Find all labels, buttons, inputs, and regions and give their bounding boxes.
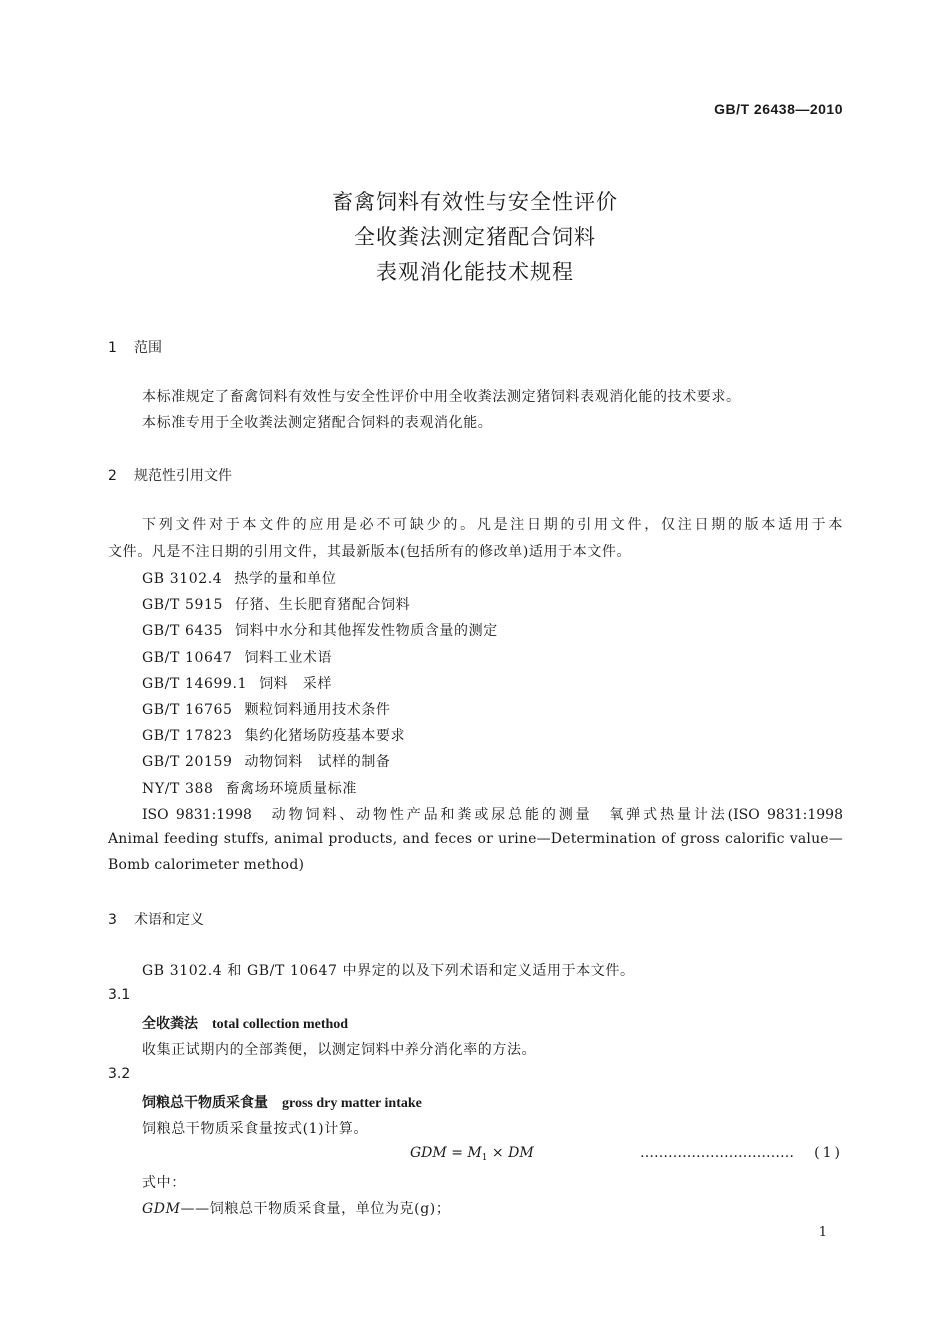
formula — [410, 1145, 534, 1163]
reference-code: GB 3102.4 — [142, 571, 223, 587]
variable-description: ——饲粮总干物质采食量，单位为克(g)； — [180, 1201, 451, 1217]
reference-code: GB/T 10647 — [142, 650, 233, 666]
page-number: 1 — [818, 1225, 827, 1240]
iso-reference-line: ISO 9831:1998 动物饲料、动物性产品和粪或尿总能的测量 氧弹式热量计法(ISO 9831:1998 — [142, 807, 843, 823]
document-title-line-2: 全收粪法测定猪配合饲料 — [354, 225, 596, 249]
reference-title: 热学的量和单位 — [234, 571, 337, 587]
reference-title: 动物饲料 试样的制备 — [244, 754, 391, 770]
document-title-line-3: 表观消化能技术规程 — [376, 260, 574, 284]
reference-item — [142, 594, 410, 614]
reference-code: GB/T 5915 — [142, 597, 224, 613]
paragraph: GB 3102.4 和 GB/T 10647 中界定的以及下列术语和定义适用于本文件。 — [142, 963, 635, 979]
reference-item — [142, 699, 391, 719]
formula-equals: = — [451, 1145, 463, 1161]
reference-title: 集约化猪场防疫基本要求 — [244, 728, 406, 744]
iso-reference-line: Animal feeding stuffs, animal products, and feces or urine—Determination of gross calorific value— — [108, 831, 843, 847]
section-number: 1 — [108, 340, 117, 356]
formula-mass: M — [467, 1145, 482, 1161]
variable-definition — [142, 1198, 450, 1218]
section-number: 2 — [108, 468, 117, 484]
section-1-heading — [108, 337, 162, 357]
term-definition: 饲粮总干物质采食量按式(1)计算。 — [142, 1121, 369, 1137]
iso-reference-line: Bomb calorimeter method) — [108, 857, 305, 873]
variable-symbol: GDM — [142, 1201, 181, 1217]
section-title: 术语和定义 — [134, 912, 204, 928]
reference-title: 饲料中水分和其他挥发性物质含量的测定 — [235, 623, 498, 639]
term-entry — [142, 1013, 348, 1033]
reference-item — [142, 620, 498, 640]
document-title-line-1: 畜禽饲料有效性与安全性评价 — [332, 190, 618, 214]
reference-title: 仔猪、生长肥育猪配合饲料 — [235, 597, 411, 613]
reference-item — [142, 568, 337, 588]
paragraph: 本标准规定了畜禽饲料有效性与安全性评价中用全收粪法测定猪饲料表观消化能的技术要求。 — [142, 389, 741, 405]
where-label: 式中： — [142, 1175, 186, 1191]
term-english: gross dry matter intake — [282, 1096, 422, 1111]
reference-item — [142, 647, 332, 667]
term-number: 3.2 — [108, 1066, 131, 1082]
reference-item — [142, 725, 405, 745]
term-chinese: 饲粮总干物质采食量 — [142, 1095, 268, 1111]
term-number: 3.1 — [108, 987, 131, 1003]
term-chinese: 全收粪法 — [142, 1016, 198, 1032]
reference-title: 饲料 采样 — [259, 676, 333, 692]
reference-code: GB/T 17823 — [142, 728, 233, 744]
standard-number: GB/T 26438—2010 — [714, 101, 843, 117]
reference-code: GB/T 14699.1 — [142, 676, 248, 692]
formula-number: (1) — [814, 1145, 843, 1161]
reference-item — [142, 673, 332, 693]
section-number: 3 — [108, 912, 117, 928]
reference-title: 饲料工业术语 — [244, 650, 333, 666]
paragraph-line: 下列文件对于本文件的应用是必不可缺少的。凡是注日期的引用文件，仅注日期的版本适用于本 — [142, 517, 843, 533]
reference-code: GB/T 20159 — [142, 754, 233, 770]
reference-code: GB/T 16765 — [142, 702, 233, 718]
term-definition: 收集正试期内的全部粪便，以测定饲料中养分消化率的方法。 — [142, 1042, 537, 1058]
paragraph-line: 文件。凡是不注日期的引用文件，其最新版本(包括所有的修改单)适用于本文件。 — [108, 544, 632, 560]
term-english: total collection method — [212, 1017, 349, 1032]
reference-item — [142, 751, 391, 771]
formula-times: × — [491, 1145, 504, 1161]
formula-subscript: 1 — [481, 1153, 488, 1163]
reference-title: 颗粒饲料通用技术条件 — [244, 702, 391, 718]
reference-title: 畜禽场环境质量标准 — [225, 781, 357, 797]
formula-lhs: GDM — [410, 1145, 447, 1161]
section-title: 规范性引用文件 — [134, 468, 232, 484]
formula-dm: DM — [508, 1145, 534, 1161]
section-title: 范围 — [134, 340, 162, 356]
section-2-heading — [108, 465, 232, 485]
reference-item — [142, 778, 357, 798]
term-entry — [142, 1092, 422, 1112]
reference-code: GB/T 6435 — [142, 623, 224, 639]
formula-leader-dots: …………………………… — [640, 1145, 794, 1161]
paragraph: 本标准专用于全收粪法测定猪配合饲料的表观消化能。 — [142, 415, 493, 431]
reference-code: NY/T 388 — [142, 781, 214, 797]
section-3-heading — [108, 909, 204, 929]
